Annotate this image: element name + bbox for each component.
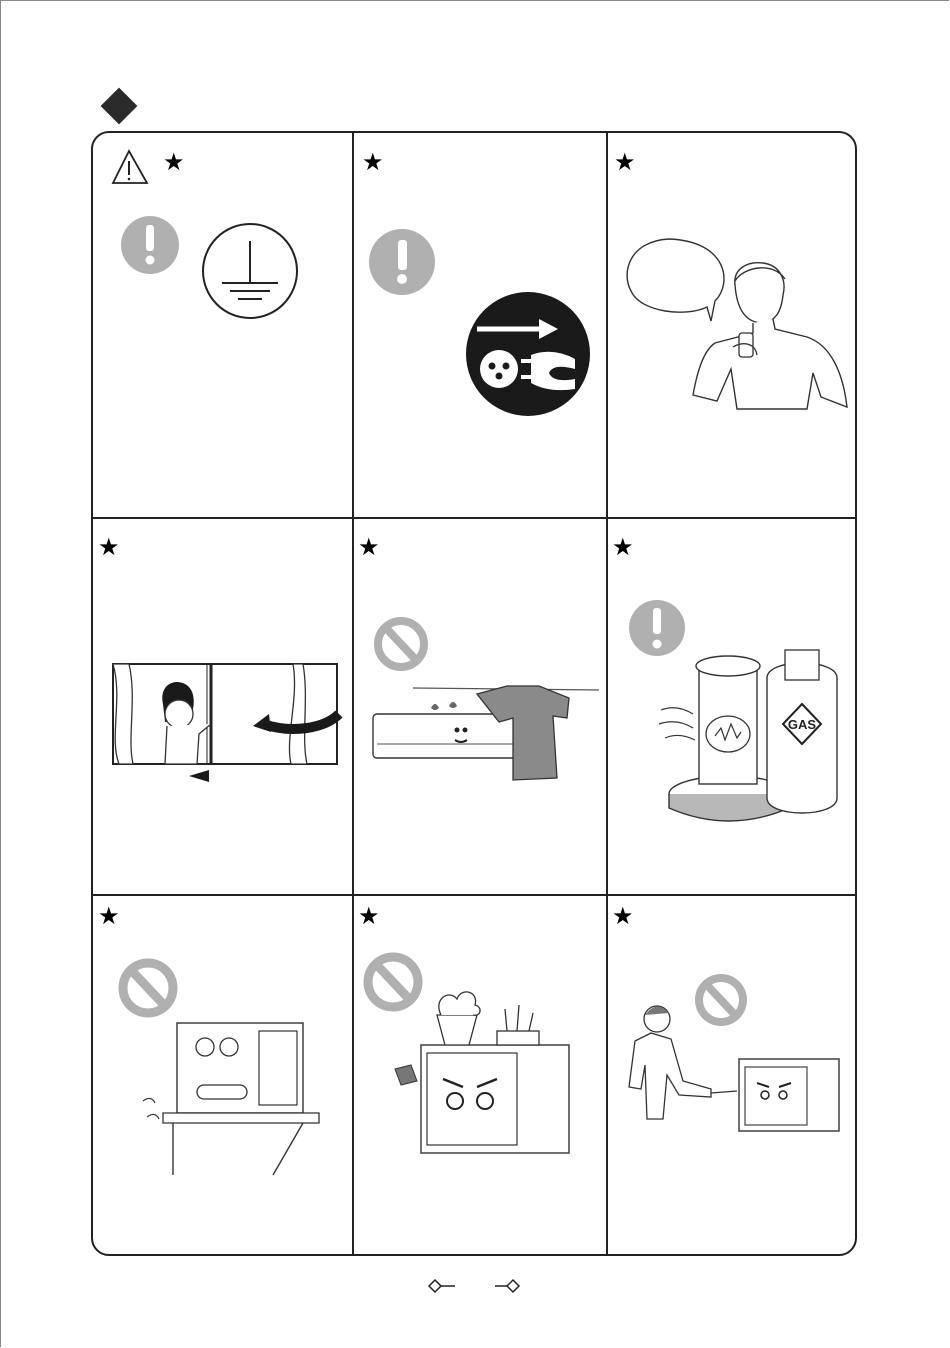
star-icon: ★	[358, 534, 380, 561]
cell-unplug	[353, 133, 606, 517]
cell-nothing-on-top	[353, 895, 606, 1256]
cell-no-poking	[607, 895, 857, 1256]
star-icon: ★	[358, 903, 380, 930]
cell-grounding	[93, 133, 352, 517]
star-icon: ★	[98, 903, 120, 930]
cell-no-wet-clothes	[353, 518, 606, 894]
page-footer-ornament	[427, 1276, 527, 1296]
man-with-remote	[607, 133, 857, 517]
star-icon: ★	[362, 149, 384, 176]
girl-closing-window	[93, 518, 352, 894]
star-icon: ★	[98, 534, 120, 561]
cell-gas-heater	[607, 518, 857, 894]
star-icon: ★	[612, 903, 634, 930]
safety-grid	[91, 131, 857, 1256]
outdoor-unit-on-stand	[93, 895, 352, 1256]
ground-symbol-icon	[93, 133, 352, 517]
shirt-on-indoor-unit	[353, 518, 606, 894]
cell-contact-dealer	[607, 133, 857, 517]
star-icon: ★	[614, 149, 636, 176]
heater-and-gas-cylinder	[607, 518, 857, 894]
star-icon: ★	[163, 149, 185, 176]
svg-text:GAS: GAS	[787, 717, 817, 732]
plants-on-outdoor-unit	[353, 895, 606, 1256]
unplug-icon	[353, 133, 606, 517]
star-icon: ★	[612, 534, 634, 561]
man-poking-outdoor-unit	[607, 895, 857, 1256]
cell-stable-stand	[93, 895, 352, 1256]
cell-close-windows	[93, 518, 352, 894]
